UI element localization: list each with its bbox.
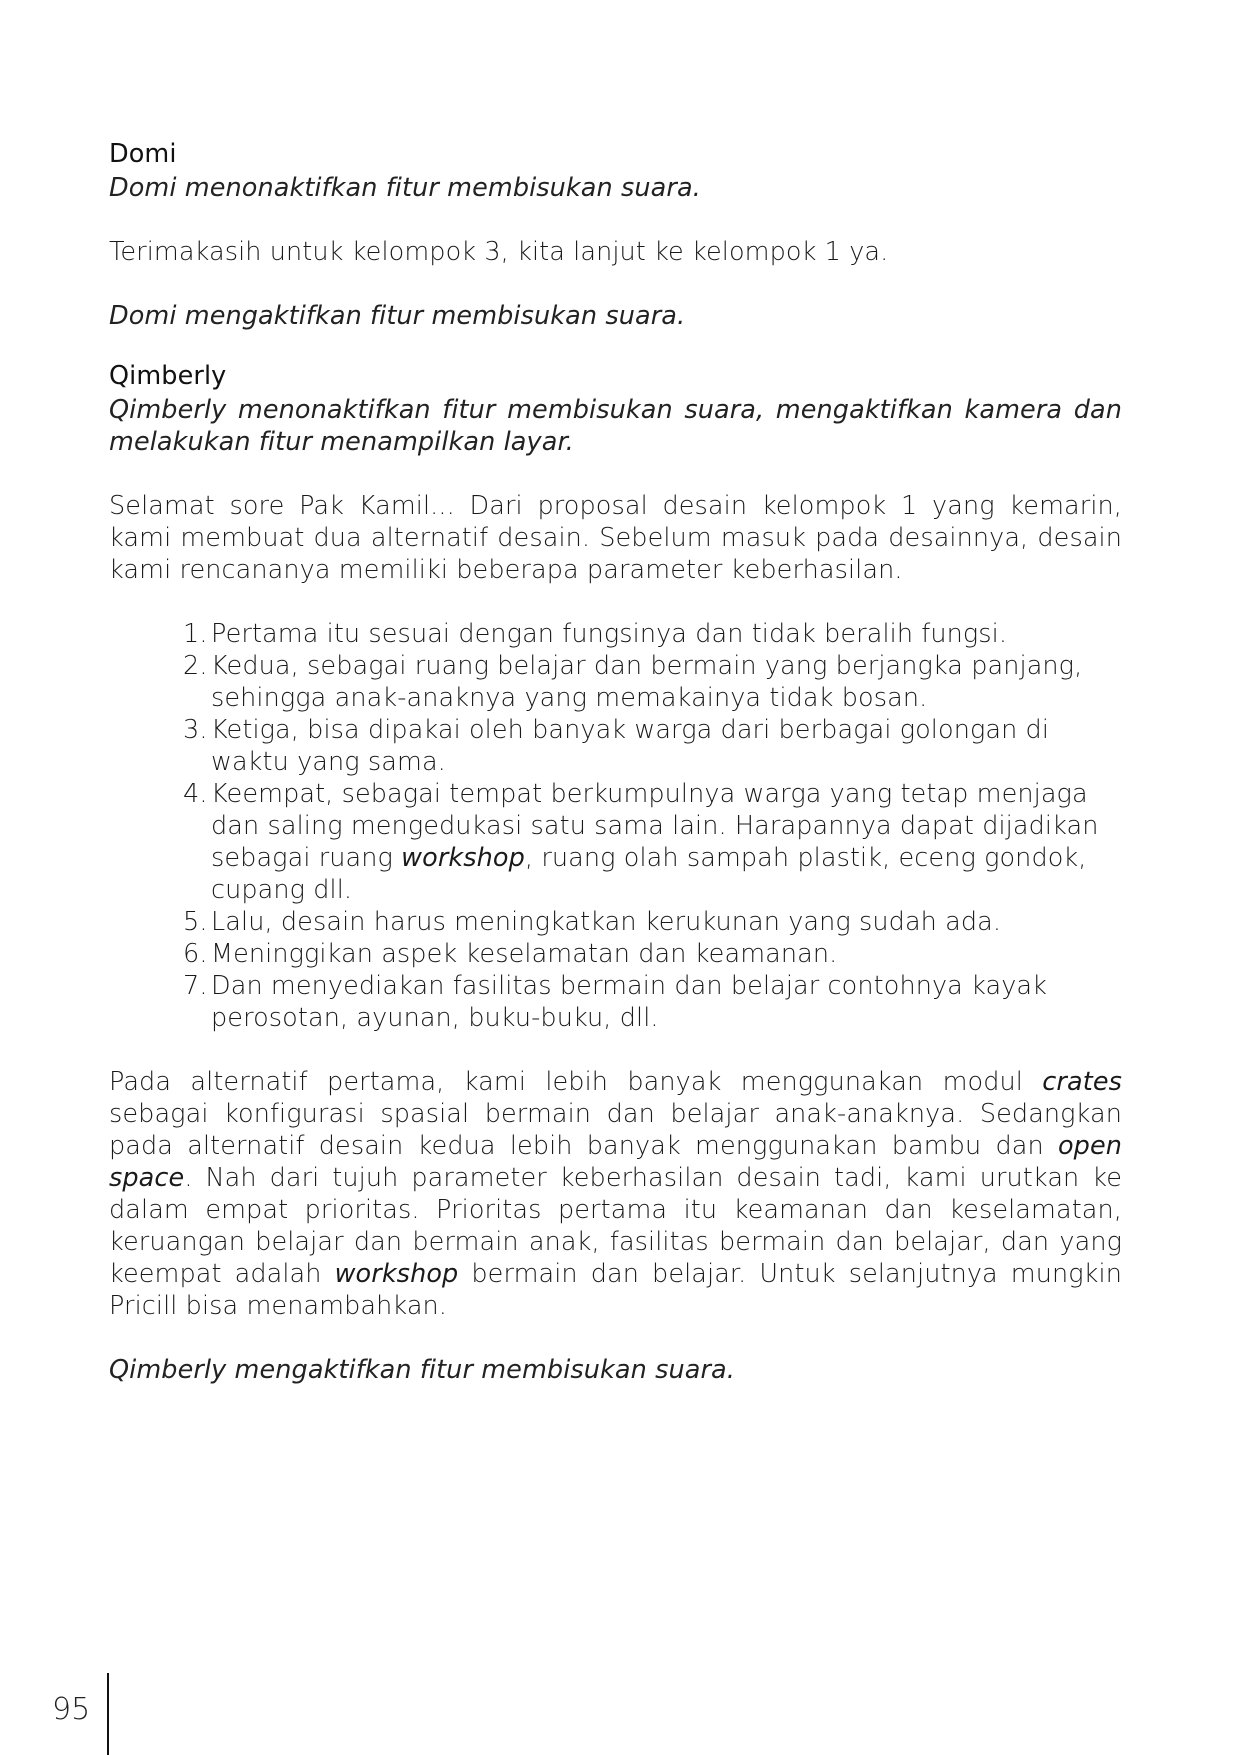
dialogue-qimberly-intro: Selamat sore Pak Kamil... Dari proposal desain kelompok 1 yang kemarin, kami membuat dua alternatif desain. Sebelum masuk pada desainnya, desain kami rencananya memiliki beberapa parameter keberhasilan. xyxy=(109,491,1122,585)
list-item xyxy=(183,938,1122,970)
parameter-list xyxy=(109,618,1122,1034)
paragraph-text-part: sebagai konfigurasi spasial bermain dan belajar anak-anaknya. Sedangkan pada alternatif desain kedua lebih banyak menggunakan bambu dan xyxy=(109,1099,1122,1161)
speaker-name-qimberly: Qimberly xyxy=(109,361,227,391)
stage-direction-domi-mute: Domi mengaktifkan fitur membisukan suara. xyxy=(109,301,686,331)
list-item-text: Pertama itu sesuai dengan fungsinya dan tidak beralih fungsi. xyxy=(211,619,1008,649)
list-item xyxy=(183,650,1122,714)
list-item-number: 2. xyxy=(183,651,208,681)
list-item xyxy=(183,618,1122,650)
list-item-number: 3. xyxy=(183,715,208,745)
list-item-number: 4. xyxy=(183,779,208,809)
stage-direction-qimberly-unmute: Qimberly menonaktifkan fitur membisukan suara, mengaktifkan kamera dan melakukan fitur menampilkan layar. xyxy=(109,395,1122,457)
dialogue-qimberly-alternatives xyxy=(109,1066,1122,1322)
list-item-text xyxy=(211,778,1122,906)
paragraph-text-part: Pada alternatif pertama, kami lebih banyak menggunakan modul xyxy=(109,1067,1043,1097)
list-item-text: Kedua, sebagai ruang belajar dan bermain yang berjangka panjang, sehingga anak-anaknya yang memakainya tidak bosan. xyxy=(211,651,1083,713)
page-number-rule xyxy=(107,1673,109,1755)
paragraph-emphasis: crates xyxy=(1042,1067,1122,1097)
stage-direction-qimberly-mute: Qimberly mengaktifkan fitur membisukan suara. xyxy=(109,1355,735,1385)
list-item-number: 1. xyxy=(183,619,208,649)
list-item-number: 6. xyxy=(183,939,208,969)
dialogue-domi: Terimakasih untuk kelompok 3, kita lanjut ke kelompok 1 ya. xyxy=(109,237,889,267)
list-item-text: Lalu, desain harus meningkatkan kerukunan yang sudah ada. xyxy=(211,907,1002,937)
speaker-name-domi: Domi xyxy=(109,139,177,169)
list-item-text: Ketiga, bisa dipakai oleh banyak warga dari berbagai golongan di waktu yang sama. xyxy=(211,715,1050,777)
paragraph-text-part: . Nah dari tujuh parameter keberhasilan desain tadi, kami urutkan ke dalam empat prioritas. Prioritas pertama itu keamanan dan keselamatan, keruangan belajar dan bermain anak, fasilitas bermain dan belajar, dan yang keempat adalah xyxy=(109,1163,1122,1289)
page-number: 95 xyxy=(52,1692,91,1727)
list-item xyxy=(183,714,1122,778)
list-item-text-part: Keempat, sebagai tempat berkumpulnya warga yang tetap menjaga dan saling mengedukasi satu sama lain. Harapannya dapat dijadikan sebagai ruang xyxy=(211,779,1099,873)
list-item-text-part: , ruang olah sampah plastik, eceng gondok, cupang dll. xyxy=(211,843,1087,905)
list-item xyxy=(183,906,1122,938)
page-footer xyxy=(0,1665,120,1755)
stage-direction-domi-unmute: Domi menonaktifkan fitur membisukan suara. xyxy=(109,173,701,203)
paragraph-emphasis: open space xyxy=(109,1131,1122,1193)
list-item xyxy=(183,778,1122,906)
list-item xyxy=(183,970,1122,1034)
page-content xyxy=(109,138,1122,1386)
paragraph-text-part: bermain dan belajar. Untuk selanjutnya mungkin Pricill bisa menambahkan. xyxy=(109,1259,1122,1321)
list-item-number: 7. xyxy=(183,971,208,1001)
list-item-text: Meninggikan aspek keselamatan dan keamanan. xyxy=(211,939,838,969)
list-item-emphasis: workshop xyxy=(401,843,525,873)
paragraph-emphasis: workshop xyxy=(334,1259,459,1289)
list-item-text: Dan menyediakan fasilitas bermain dan belajar contohnya kayak perosotan, ayunan, buku-buku, dll. xyxy=(211,971,1048,1033)
list-item-number: 5. xyxy=(183,907,208,937)
